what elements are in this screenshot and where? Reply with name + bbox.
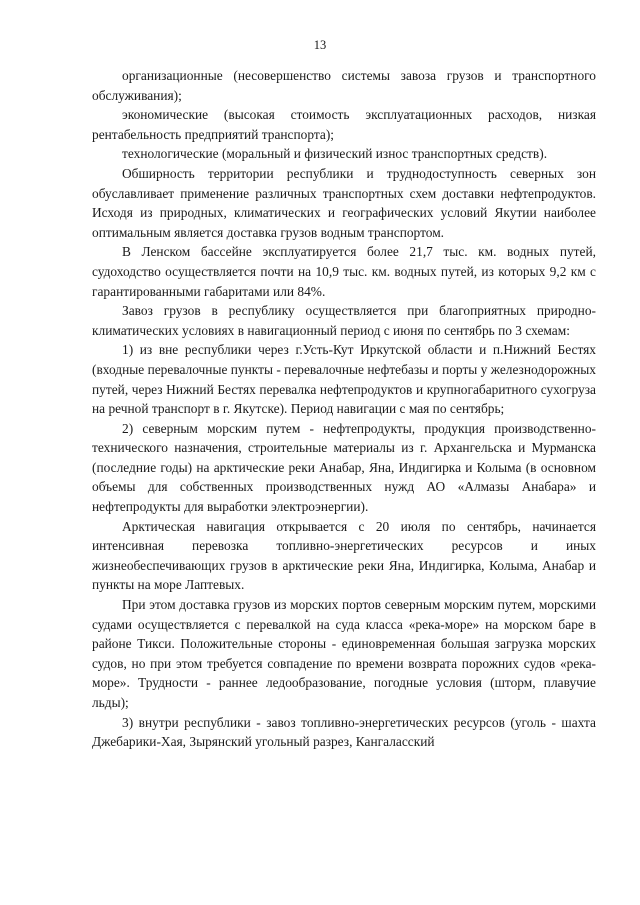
paragraph-delivery-schemes: Завоз грузов в республику осуществляется при благоприятных природно-климатических условиях в навигационный период с июня по сентябрь по 3 схемам: <box>92 303 596 338</box>
paragraph-lena-basin: В Ленском бассейне эксплуатируется более 21,7 тыс. км. водных путей, судоходство осуществляется почти на 10,9 тыс. км. водных путей, из которых 9,2 км с гарантированными габаритами или 84%. <box>92 244 596 299</box>
paragraph-technological: технологические (моральный и физический износ транспортных средств). <box>122 146 548 162</box>
paragraph-arctic-navigation: Арктическая навигация открывается с 20 июля по сентябрь, начинается интенсивная перевозка топливно-энергетических ресурсов и иных жизнеобеспечивающих грузов в арктические реки Яна, Индигирка, Колыма, Анабар и пункты на море Лаптевых. <box>92 518 596 593</box>
paragraph-scheme-3: 3) внутри республики - завоз топливно-энергетических ресурсов (уголь - шахта Джебарики-Хая, Зырянский угольный разрез, Кангаласский <box>92 714 596 750</box>
paragraph-scheme-2: 2) северным морским путем - нефтепродукты, продукция производственно-технического назначения, строительные материалы из г. Архангельска и Мурманска (последние годы) на арктические реки Анабар, Яна, Индигирка и Колыма (в основном объемы для собственных производственных нужд АО «Алмазы Анабара» и нефтепродукты для выработки электроэнергии). <box>92 420 596 515</box>
document-body <box>92 66 596 752</box>
paragraph-organizational: организационные (несовершенство системы завоза грузов и транспортного обслуживания); <box>92 68 596 103</box>
paragraph-scheme-1: 1) из вне республики через г.Усть-Кут Иркутской области и п.Нижний Бестях (входные перевалочные пункты - перевалочные нефтебазы и порты у железнодорожных путей, через Нижний Бестях перевалка нефтепродуктов и крупногабаритного сухогруза на речной транспорт в г. Якутске). Период навигации с мая по сентябрь; <box>92 342 596 417</box>
paragraph-sea-ports: При этом доставка грузов из морских портов северным морским путем, морскими судами осуществляется с перевалкой на суда класса «река-море» на морском баре в районе Тикси. Положительные стороны - единовременная большая загрузка морских судов, но при этом требуется совпадение по времени возврата порожних судов «река-море». Трудности - раннее ледообразование, погодные условия (шторм, плавучие льды); <box>92 597 596 710</box>
paragraph-economic: экономические (высокая стоимость эксплуатационных расходов, низкая рентабельность предприятий транспорта); <box>92 107 596 142</box>
paragraph-territory: Обширность территории республики и труднодоступность северных зон обуславливает применение различных транспортных схем доставки нефтепродуктов. Исходя из природных, климатических и географических условий Якутии наиболее оптимальным является доставка грузов водным транспортом. <box>92 165 596 240</box>
page-number: 13 <box>313 38 327 52</box>
